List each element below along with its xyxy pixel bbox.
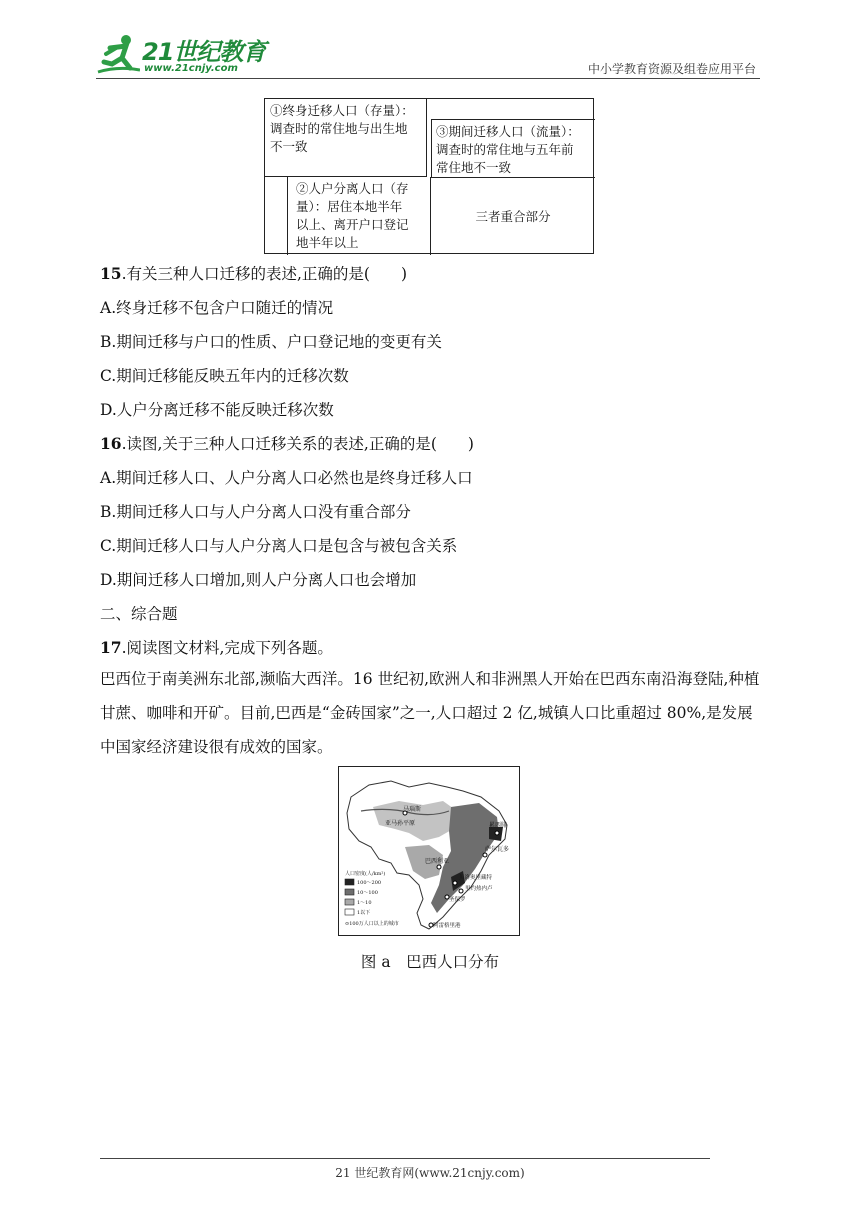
porto-label: 阿雷格里港	[433, 923, 461, 929]
question-15-stem	[100, 264, 770, 284]
brazil-population-map	[338, 766, 520, 936]
legend-city-note: ⊙100万人口以上的城市	[345, 921, 399, 927]
legend-item-3: 1～10	[357, 900, 372, 906]
salvador-label: 萨尔瓦多	[485, 846, 510, 853]
question-text: .有关三种人口迁移的表述,正确的是( )	[121, 265, 408, 283]
household-separation-cell	[287, 177, 431, 255]
legend-item-2: 10～100	[357, 890, 378, 896]
question-17-stem	[100, 638, 770, 658]
page-header	[96, 30, 760, 82]
cell-line: 调查时的常住地与五年前	[436, 142, 574, 157]
logo-text: 21世纪教育	[142, 38, 266, 66]
legend-title: 人口密度(人/km²)	[345, 871, 386, 877]
cell-line: 地半年以上	[296, 235, 359, 250]
manaus-label: 马瑙斯	[403, 806, 422, 813]
q15-option-b: B.期间迁移与户口的性质、户口登记地的变更有关	[100, 333, 442, 351]
page-footer[interactable]: 21 世纪教育网(www.21cnjy.com)	[335, 1166, 525, 1180]
question-text: .阅读图文材料,完成下列各题。	[121, 639, 333, 657]
overlap-label: 三者重合部分	[475, 208, 551, 224]
rio-label: 里约热内卢	[465, 886, 493, 892]
question-number: 16	[100, 434, 122, 453]
q16-option-a: A.期间迁移人口、人户分离人口必然也是终身迁移人口	[100, 469, 473, 487]
legend-item-1: 100～200	[357, 880, 382, 886]
footer-divider	[100, 1158, 710, 1159]
q17-material-paragraph: 巴西位于南美洲东北部,濒临大西洋。16 世纪初,欧洲人和非洲黑人开始在巴西东南沿海登陆,种植甘蔗、咖啡和开矿。目前,巴西是“金砖国家”之一,人口超过 2 亿,城镇人口比重超过 80%,是发展中国家经济建设很有成效的国家。	[100, 670, 760, 756]
cell-line: ③期间迁移人口（流量）：	[436, 124, 580, 139]
q16-option-b: B.期间迁移人口与人户分离人口没有重合部分	[100, 503, 411, 521]
migration-figure	[264, 98, 594, 254]
cell-line: 常住地不一致	[436, 160, 512, 175]
map-drawing	[339, 767, 520, 936]
cell-line: ①终身迁移人口（存量）：	[270, 103, 414, 118]
cell-line: 量）：居住本地半年	[296, 199, 403, 214]
q15-option-c: C.期间迁移能反映五年内的迁移次数	[100, 367, 349, 385]
q16-option-c: C.期间迁移人口与人户分离人口是包含与被包含关系	[100, 537, 458, 555]
map-caption: 图 a 巴西人口分布	[360, 953, 500, 971]
question-16-stem	[100, 434, 770, 454]
question-number: 15	[100, 264, 122, 283]
site-logo[interactable]	[96, 30, 266, 78]
q16-option-d: D.期间迁移人口增加,则人户分离人口也会增加	[100, 571, 417, 589]
logo-url: www.21cnjy.com	[144, 63, 238, 74]
cell-line: 调查时的常住地与出生地	[270, 121, 408, 136]
belo-label: 贝洛奥里藏特	[459, 875, 493, 881]
header-divider	[96, 78, 760, 79]
q15-option-d: D.人户分离迁移不能反映迁移次数	[100, 401, 334, 419]
saopaulo-label: 圣保罗	[449, 897, 466, 903]
cell-line: 不一致	[270, 139, 308, 154]
period-migration-cell	[431, 119, 595, 177]
q15-option-a: A.终身迁移不包含户口随迁的情况	[100, 299, 334, 317]
brasilia-label: 巴西利亚	[425, 858, 450, 865]
overlap-cell	[431, 177, 595, 255]
cell-line: 以上、离开户口登记	[296, 217, 409, 232]
runner-logo-icon	[96, 34, 140, 74]
recife-label: 累西腓	[489, 822, 508, 829]
cell-line: ②人户分离人口（存	[296, 181, 409, 196]
section-heading: 二、综合题	[100, 605, 178, 623]
question-number: 17	[100, 638, 122, 657]
legend-item-4: 1以下	[357, 910, 371, 916]
platform-tagline: 中小学教育资源及组卷应用平台	[587, 62, 756, 76]
amazon-label: 亚马孙平原	[385, 820, 416, 827]
lifetime-migration-cell	[265, 99, 427, 177]
question-text: .读图,关于三种人口迁移关系的表述,正确的是( )	[121, 435, 474, 453]
